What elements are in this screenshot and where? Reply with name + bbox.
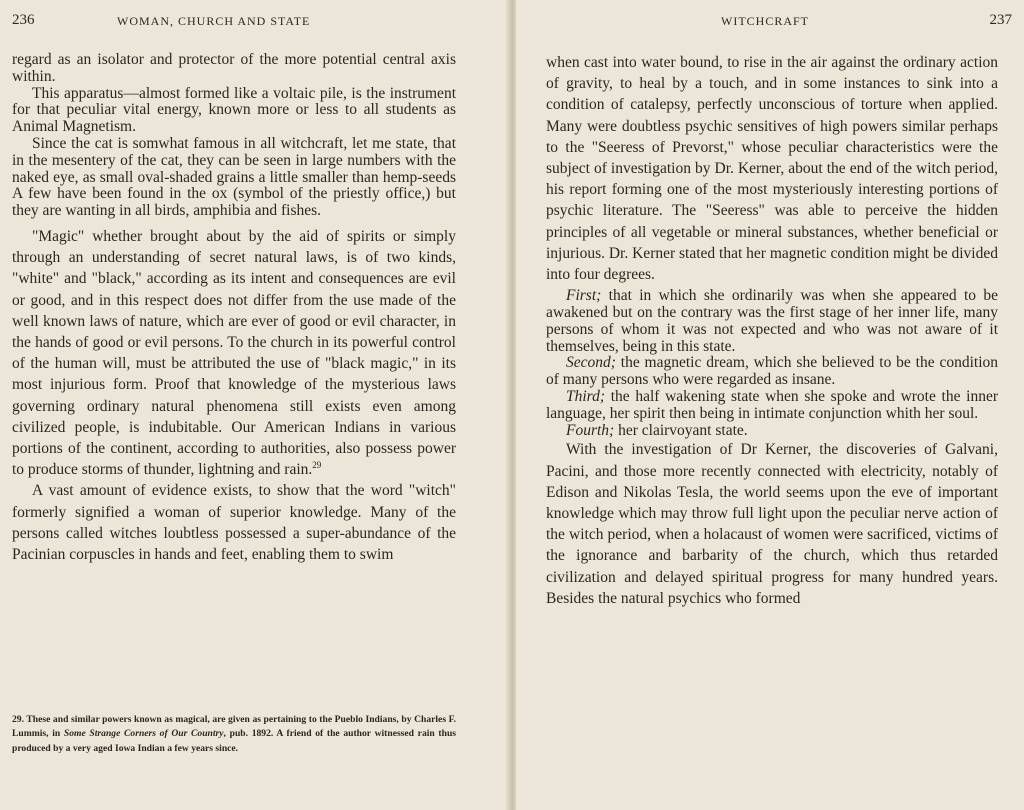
paragraph: A vast amount of evidence exists, to show that the word "witch" formerly signified a woman of superior knowledge. Many of the persons called witches loubtless possessed a super-abundance of the Pacinian corpuscles in hands and feet, enabling them to swim — [12, 482, 456, 564]
left-page-body — [12, 52, 456, 565]
degree-item — [546, 355, 998, 389]
degree-label: Third; — [566, 388, 606, 406]
right-page — [516, 0, 1024, 810]
degree-text: her clairvoyant state. — [614, 421, 748, 439]
running-head: WITCHCRAFT — [721, 14, 809, 28]
footnote — [12, 713, 456, 756]
footnote-lead: 29. These and similar powers known as magical, are given as pertaining to the Pueblo Indians, by Charles F. Lummis, in — [12, 714, 456, 740]
paragraph: Since the cat is somwhat famous in all witchcraft, let me state, that in the mesentery of the cat, they can be seen in large numbers with the naked eye, as small oval-shaded grains a little smaller than hemp-seeds A few have been found in the ox (symbol of the priestly office,) but they are wanting in all birds, amphibia and fishes. — [12, 134, 456, 220]
paragraph — [12, 226, 456, 480]
degree-label: First; — [566, 287, 602, 305]
running-head: WOMAN, CHURCH AND STATE — [117, 14, 311, 28]
paragraph-text: "Magic" whether brought about by the aid of spirits or simply through an understanding of secret natural laws, is of two kinds, "white" and "black," according as its intent and consequences are evil or good, and in this respect does not differ from the use made of the well known laws of nature, which are ever of good or evil character, in the hands of good or evil persons. To the church in its powerful control of the human will, must be attributed the use of "black magic," in its most injurious form. Proof that knowledge of the mysterious laws governing ordinary natural phenomena still exists even among civilized people, is indubitable. Our American Indians in various portions of the continent, according to authorities, also possess power to produce storms of thunder, lightning and rain. — [12, 227, 456, 479]
footnote-ref: 29 — [312, 460, 322, 471]
right-page-header — [546, 12, 1012, 32]
left-page-header — [12, 12, 470, 32]
degree-item — [546, 423, 998, 440]
paragraph: This apparatus—almost formed like a voltaic pile, is the instrument for that peculiar vital energy, known more or less to all students as Animal Magnetism. — [12, 84, 456, 136]
page-number: 237 — [989, 12, 1012, 28]
degree-label: Fourth; — [566, 421, 615, 439]
footnote-tail: , pub. 1892. A friend of the author witnessed rain thus produced by a very aged Iowa Indian a few years since. — [12, 728, 457, 754]
degree-text: the magnetic dream, which she believed to be the condition of many persons who were regarded as insane. — [546, 354, 998, 389]
degree-text: that in which she ordinarily was when she appeared to be awakened but on the contrary was the first stage of her inner life, many persons of whom it was not expected and who was not aware of it themselves, being in this state. — [546, 287, 998, 355]
degree-item — [546, 389, 998, 423]
degree-item — [546, 288, 998, 355]
paragraph: when cast into water bound, to rise in the air against the ordinary action of gravity, to heal by a touch, and in some instances to sink into a condition of catalepsy, perfectly unconscious of torture when applied. Many were doubtless psychic sensitives of high powers similar perhaps to the "Seeress of Prevorst," whose peculiar characteristics were the subject of investigation by Dr. Kerner, about the end of the witch period, his report forming one of the most mysteriously interesting portions of psychic literature. The "Seeress" was able to perceive the hidden principles of all vegetable or mineral substances, whether beneficial or injurious. Dr. Kerner stated that her magnetic condition might be divided into four degrees. — [546, 54, 998, 284]
page-number: 236 — [12, 12, 35, 28]
paragraph: With the investigation of Dr Kerner, the discoveries of Galvani, Pacini, and those more recently connected with electricity, notably of Edison and Nikolas Tesla, the world seems upon the eve of important knowledge which may throw full light upon the peculiar nerve action of the witch period, when a holacaust of women were sacrificed, victims of the ignorance and barbarity of the church, which thus retarded civilization and delayed spiritual progress for many hundred years. Besides the natural psychics who formed — [546, 441, 998, 607]
right-page-body — [546, 52, 998, 609]
degree-text: the half wakening state when she spoke and wrote the inner language, her spirit then being in intimate conjunction whith her soul. — [546, 388, 998, 422]
degree-label: Second; — [566, 354, 616, 372]
footnote-book-title: Some Strange Corners of Our Country — [63, 728, 224, 740]
paragraph: regard as an isolator and protector of the more potential central axis within. — [12, 51, 456, 85]
left-page — [0, 0, 508, 810]
